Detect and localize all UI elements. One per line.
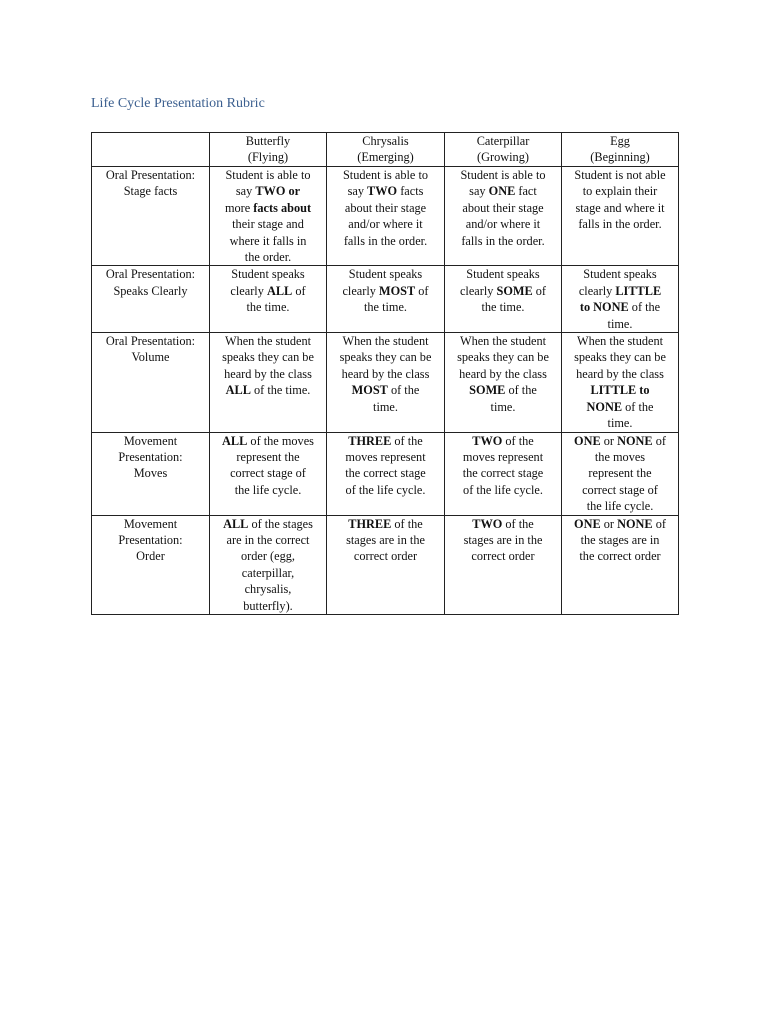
emphasis-text: to NONE: [579, 300, 629, 315]
cell-line: [330, 433, 441, 449]
cell-text: the time.: [481, 300, 525, 315]
cell-text: of the: [387, 383, 420, 398]
cell-text: the correct stage: [462, 466, 544, 481]
header-stage-name: Butterfly: [245, 134, 291, 148]
cell-line: [448, 167, 558, 183]
rubric-cell: [562, 432, 679, 515]
cell-text: clearly: [459, 283, 497, 298]
cell-text: the life cycle.: [586, 499, 654, 514]
emphasis-text: ALL: [225, 383, 251, 398]
cell-line: [448, 183, 558, 199]
criterion-line: Presentation:: [118, 449, 183, 464]
cell-line: [330, 183, 441, 199]
cell-line: [565, 200, 675, 216]
criterion-line: Oral Presentation:: [105, 267, 196, 282]
cell-text: When the student: [342, 334, 429, 349]
cell-text: correct order: [471, 549, 535, 564]
cell-text: say: [235, 184, 256, 199]
cell-text: falls in the order.: [578, 217, 662, 232]
cell-line: [330, 366, 441, 382]
cell-text: Student is able to: [460, 168, 546, 182]
cell-text: of the: [391, 433, 423, 448]
cell-line: [565, 482, 675, 498]
emphasis-text: facts about: [250, 200, 312, 215]
cell-text: When the student: [576, 334, 664, 349]
header-cell-blank: [92, 133, 210, 167]
emphasis-text: NONE: [617, 433, 653, 448]
cell-text: time.: [607, 416, 633, 431]
cell-text: more: [224, 200, 251, 215]
document-title: Life Cycle Presentation Rubric: [91, 96, 265, 111]
cell-text: Student is not able: [574, 168, 666, 182]
cell-text: of the: [391, 516, 423, 531]
cell-text: or: [600, 516, 618, 531]
cell-text: Student speaks: [466, 267, 540, 282]
cell-line: [448, 399, 558, 415]
header-cell-butterfly: [210, 133, 327, 167]
cell-line: [565, 465, 675, 481]
cell-text: to explain their: [582, 184, 658, 199]
emphasis-text: THREE: [348, 433, 392, 448]
cell-line: [565, 167, 675, 183]
header-cell-egg: [562, 133, 679, 167]
cell-text: the time.: [246, 300, 290, 315]
header-stage-subtitle: (Emerging): [357, 150, 414, 165]
cell-line: [330, 200, 441, 216]
cell-text: of the: [505, 383, 537, 398]
cell-text: and/or where it: [348, 217, 423, 232]
cell-line: [565, 333, 675, 349]
cell-line: [213, 598, 323, 614]
cell-line: [565, 415, 675, 431]
header-row: [92, 133, 679, 167]
emphasis-text: ONE: [574, 433, 601, 448]
cell-line: [213, 482, 323, 498]
rubric-row: [92, 432, 679, 515]
cell-text: fact: [515, 184, 537, 199]
cell-text: of the moves: [247, 433, 314, 448]
cell-line: [213, 183, 323, 199]
rubric-row: [92, 266, 679, 333]
rubric-body: [92, 133, 679, 615]
cell-text: speaks they can be: [339, 350, 432, 365]
cell-line: [448, 465, 558, 481]
cell-text: of the: [628, 300, 661, 315]
cell-line: [330, 333, 441, 349]
emphasis-text: MOST: [378, 283, 416, 298]
rubric-cell: [445, 333, 562, 432]
cell-line: [213, 349, 323, 365]
cell-text: heard by the class: [576, 366, 664, 381]
rubric-cell: [210, 167, 327, 266]
cell-line: [330, 167, 441, 183]
cell-text: Student speaks: [583, 267, 657, 282]
cell-text: stages are in the: [463, 532, 543, 547]
cell-text: facts: [397, 184, 424, 199]
cell-text: the life cycle.: [234, 482, 302, 497]
cell-line: [448, 266, 558, 282]
cell-text: correct order: [353, 549, 418, 564]
cell-text: the stages are in: [580, 532, 660, 547]
rubric-cell: [562, 515, 679, 614]
header-stage-subtitle: (Beginning): [590, 150, 650, 165]
rubric-cell: [445, 167, 562, 266]
cell-text: chrysalis,: [244, 582, 292, 597]
cell-text: falls in the order.: [461, 233, 545, 248]
emphasis-text: NONE: [617, 516, 653, 531]
cell-line: [330, 548, 441, 564]
cell-line: [213, 548, 323, 564]
header-cell-chrysalis: [327, 133, 445, 167]
cell-line: [213, 249, 323, 265]
emphasis-text: TWO: [472, 516, 503, 531]
cell-line: [213, 565, 323, 581]
cell-line: [213, 283, 323, 299]
emphasis-text: TWO: [472, 433, 503, 448]
cell-line: [330, 516, 441, 532]
cell-line: [213, 200, 323, 216]
cell-line: [330, 266, 441, 282]
cell-text: the time.: [363, 300, 408, 315]
cell-line: [448, 532, 558, 548]
cell-line: [213, 299, 323, 315]
header-stage-subtitle: (Growing): [477, 150, 529, 165]
cell-text: time.: [373, 399, 398, 414]
cell-text: of the life cycle.: [463, 482, 543, 497]
rubric-cell: [445, 266, 562, 333]
cell-text: Student is able to: [225, 168, 311, 182]
cell-line: [448, 548, 558, 564]
header-cell-caterpillar: [445, 133, 562, 167]
cell-text: time.: [490, 399, 516, 414]
emphasis-text: ALL: [266, 283, 293, 298]
criterion-line: Speaks Clearly: [113, 283, 188, 298]
cell-line: [213, 532, 323, 548]
cell-text: say: [347, 184, 368, 199]
cell-text: heard by the class: [341, 366, 430, 381]
criterion-line: Order: [136, 549, 165, 564]
emphasis-text: LITTLE: [615, 283, 662, 298]
criterion-cell: [92, 167, 210, 266]
cell-text: falls in the order.: [343, 233, 428, 248]
cell-line: [330, 216, 441, 232]
cell-text: of the: [502, 516, 534, 531]
cell-text: speaks they can be: [222, 350, 314, 365]
cell-line: [330, 299, 441, 315]
emphasis-text: ONE: [488, 184, 516, 199]
cell-text: their stage and: [232, 217, 304, 232]
criterion-cell: [92, 266, 210, 333]
cell-line: [448, 216, 558, 232]
cell-text: of the time.: [250, 383, 311, 398]
cell-line: [565, 532, 675, 548]
cell-text: represent the: [588, 466, 652, 481]
header-stage-name: Egg: [610, 134, 630, 148]
emphasis-text: ALL: [223, 516, 249, 531]
emphasis-text: THREE: [348, 516, 392, 531]
cell-text: of the: [502, 433, 534, 448]
cell-text: the correct order: [579, 549, 661, 564]
emphasis-text: TWO or: [255, 184, 301, 199]
rubric-row: [92, 167, 679, 266]
criterion-line: Volume: [131, 350, 170, 365]
criterion-line: Moves: [133, 466, 168, 481]
cell-line: [448, 333, 558, 349]
criterion-line: Presentation:: [118, 532, 183, 547]
cell-text: When the student: [224, 334, 312, 349]
rubric-cell: [327, 167, 445, 266]
cell-text: correct stage of: [230, 466, 306, 481]
cell-line: [448, 283, 558, 299]
criterion-cell: [92, 432, 210, 515]
cell-text: heard by the class: [224, 366, 312, 381]
cell-text: of the: [622, 399, 654, 414]
cell-text: moves represent: [462, 449, 544, 464]
cell-line: [565, 433, 675, 449]
cell-line: [330, 233, 441, 249]
cell-text: caterpillar,: [241, 565, 295, 580]
cell-line: [565, 349, 675, 365]
cell-text: or: [600, 433, 618, 448]
rubric-cell: [327, 333, 445, 432]
cell-line: [565, 548, 675, 564]
cell-text: of: [415, 283, 429, 298]
cell-line: [565, 216, 675, 232]
cell-line: [213, 433, 323, 449]
cell-line: [213, 382, 323, 398]
cell-line: [330, 349, 441, 365]
rubric-cell: [562, 167, 679, 266]
cell-line: [213, 333, 323, 349]
rubric-cell: [210, 333, 327, 432]
cell-text: clearly: [230, 283, 267, 298]
cell-text: time.: [607, 316, 633, 331]
cell-text: are in the correct: [226, 532, 310, 547]
cell-line: [448, 200, 558, 216]
criterion-cell: [92, 515, 210, 614]
rubric-row: [92, 333, 679, 432]
cell-line: [213, 449, 323, 465]
cell-line: [565, 299, 675, 315]
cell-line: [565, 498, 675, 514]
cell-line: [330, 482, 441, 498]
rubric-table: [91, 132, 679, 615]
rubric-cell: [445, 432, 562, 515]
rubric-cell: [562, 333, 679, 432]
criterion-line: Stage facts: [123, 184, 178, 199]
cell-text: Student is able to: [342, 168, 429, 182]
cell-line: [448, 516, 558, 532]
cell-text: moves represent: [345, 449, 426, 464]
rubric-cell: [327, 515, 445, 614]
cell-text: heard by the class: [459, 366, 547, 381]
cell-text: of: [292, 283, 306, 298]
criterion-cell: [92, 333, 210, 432]
emphasis-text: SOME: [469, 383, 506, 398]
cell-line: [330, 532, 441, 548]
cell-line: [448, 233, 558, 249]
cell-text: speaks they can be: [457, 350, 549, 365]
cell-line: [565, 283, 675, 299]
cell-line: [213, 167, 323, 183]
rubric-cell: [210, 432, 327, 515]
cell-line: [565, 266, 675, 282]
emphasis-text: SOME: [496, 283, 533, 298]
cell-line: [213, 216, 323, 232]
cell-text: where it falls in: [229, 233, 307, 248]
cell-text: butterfly).: [243, 598, 293, 613]
cell-line: [565, 449, 675, 465]
cell-line: [213, 233, 323, 249]
cell-line: [565, 183, 675, 199]
cell-text: Student speaks: [231, 267, 305, 282]
emphasis-text: NONE: [586, 399, 623, 414]
cell-text: speaks they can be: [574, 350, 666, 365]
cell-line: [448, 299, 558, 315]
cell-text: stage and where it: [575, 200, 665, 215]
header-stage-subtitle: (Flying): [247, 150, 289, 165]
cell-text: clearly: [342, 283, 379, 298]
cell-line: [330, 283, 441, 299]
emphasis-text: ALL: [222, 433, 248, 448]
rubric-cell: [327, 266, 445, 333]
rubric-cell: [210, 266, 327, 333]
emphasis-text: TWO: [367, 184, 398, 199]
cell-line: [448, 482, 558, 498]
cell-line: [565, 366, 675, 382]
emphasis-text: MOST: [351, 383, 388, 398]
cell-text: order (egg,: [241, 549, 295, 564]
cell-text: clearly: [578, 283, 616, 298]
cell-text: of: [652, 516, 666, 531]
rubric-row: [92, 515, 679, 614]
rubric-cell: [445, 515, 562, 614]
cell-text: correct stage of: [582, 482, 658, 497]
cell-line: [330, 465, 441, 481]
cell-line: [213, 516, 323, 532]
cell-text: of the stages: [248, 516, 313, 531]
cell-line: [330, 399, 441, 415]
criterion-line: Oral Presentation:: [105, 168, 196, 182]
cell-text: Student speaks: [348, 267, 423, 282]
emphasis-text: LITTLE to: [590, 383, 650, 398]
cell-text: When the student: [459, 334, 547, 349]
cell-line: [213, 266, 323, 282]
cell-text: the order.: [244, 250, 292, 265]
cell-line: [448, 382, 558, 398]
cell-line: [213, 366, 323, 382]
cell-line: [213, 465, 323, 481]
header-stage-name: Caterpillar: [476, 134, 530, 148]
cell-text: say: [469, 184, 489, 199]
cell-line: [565, 516, 675, 532]
cell-text: and/or where it: [465, 217, 541, 232]
cell-text: stages are in the: [346, 532, 425, 547]
cell-text: of: [532, 283, 547, 298]
cell-text: of: [652, 433, 666, 448]
cell-line: [565, 316, 675, 332]
cell-text: the correct stage: [345, 466, 426, 481]
cell-line: [565, 382, 675, 398]
cell-line: [448, 449, 558, 465]
cell-line: [448, 349, 558, 365]
rubric-cell: [210, 515, 327, 614]
cell-line: [330, 382, 441, 398]
cell-line: [448, 433, 558, 449]
rubric-cell: [562, 266, 679, 333]
cell-line: [448, 366, 558, 382]
criterion-line: Movement: [123, 433, 178, 448]
cell-line: [565, 399, 675, 415]
cell-line: [330, 449, 441, 465]
cell-text: represent the: [236, 449, 300, 464]
rubric-cell: [327, 432, 445, 515]
criterion-line: Oral Presentation:: [105, 334, 196, 349]
cell-text: the moves: [594, 449, 646, 464]
cell-text: of the life cycle.: [345, 482, 426, 497]
cell-text: about their stage: [344, 200, 427, 215]
cell-line: [213, 581, 323, 597]
header-stage-name: Chrysalis: [362, 134, 409, 148]
emphasis-text: ONE: [574, 516, 601, 531]
cell-text: about their stage: [462, 200, 544, 215]
criterion-line: Movement: [123, 516, 178, 531]
